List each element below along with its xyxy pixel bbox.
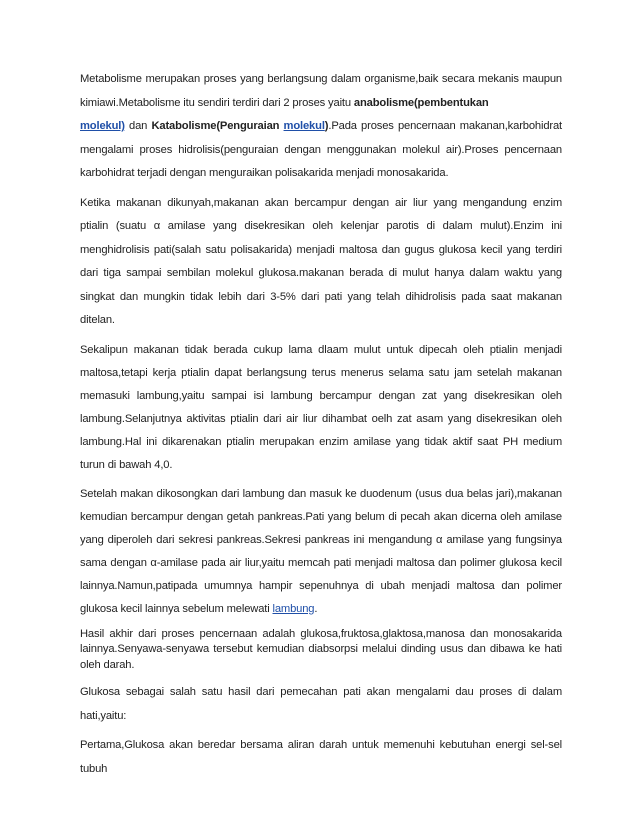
paragraph-3: Sekalipun makanan tidak berada cukup lama dlaam mulut untuk dipecah oleh ptialin menjadi maltosa,tetapi kerja ptialin dapat berlangsung terus menerus selama satu jam setelah makanan memasuki lambung,yaitu sampai isi lambung bercampur dengan zat yang disekresikan oleh lambung.Selanjutnya aktivitas ptialin dari air liur dihambat oelh zat asam yang disekresikan oleh lambung.Hal ini dikarenakan ptialin merupakan enzim amilase yang tidak aktif saat PH medium turun di bawah 4,0. [80, 343, 562, 471]
paragraph-4 [80, 483, 562, 621]
paragraph-7: Pertama,Glukosa akan beredar bersama aliran darah untuk memenuhi kebutuhan energi sel-sel tubuh [80, 739, 562, 775]
link-molekul-2[interactable]: molekul [283, 120, 325, 132]
link-lambung[interactable]: lambung [272, 602, 315, 615]
term-anabolisme: anabolisme(pembentukan [353, 96, 489, 109]
paragraph-1-text-b: dan [124, 120, 152, 132]
paragraph-6: Glukosa sebagai salah satu hasil dari pemecahan pati akan mengalami dau proses di dalam hati,yaitu: [80, 686, 562, 722]
paragraph-1-text-a: Metabolisme merupakan proses yang berlangsung dalam organisme,baik secara mekanis maupun kimiawi.Metabolisme itu sendiri terdiri dari 2 proses yaitu [80, 73, 562, 109]
link-molekul-1[interactable]: molekul) [80, 120, 125, 132]
paragraph-4-text-a: Setelah makan dikosongkan dari lambung dan masuk ke duodenum (usus dua belas jari),makanan kemudian bercampur dengan getah pankreas.Pati yang belum di pecah akan dicerna oleh amilase yang diperoleh dari sekresi pankreas.Sekresi pankreas ini mengandung α amilase yang fungsinya sama dengan α-amilase pada air liur,yaitu memcah pati menjadi maltosa dan polimer glukosa kecil lainnya.Namun,patipada umumnya hampir sepenuhnya di ubah menjadi maltosa dan polimer glukosa kecil lainnya sebelum melewati [80, 487, 562, 615]
term-katabolisme: Katabolisme(Penguraian [151, 120, 280, 132]
paragraph-2: Ketika makanan dikunyah,makanan akan bercampur dengan air liur yang mengandung enzim ptialin (suatu α amilase yang disekresikan oleh kelenjar parotis di dalam mulut).Enzim ini menghidrolisis pati(salah satu polisakarida) menjadi maltosa dan gugus glukosa kecil yang terdiri dari tiga sampai sembilan molekul glukosa.makanan berada di mulut hanya dalam waktu yang singkat dan mungkin tidak lebih dari 3-5% dari pati yang telah dihidrolisis pada saat makanan ditelan. [80, 196, 562, 326]
document-body [80, 68, 562, 787]
paragraph-4-text-b: . [314, 602, 318, 615]
term-close-paren: ) [324, 120, 329, 132]
paragraph-1 [80, 68, 562, 186]
paragraph-5: Hasil akhir dari proses pencernaan adalah glukosa,fruktosa,glaktosa,manosa dan monosakarida lainnya.Senyawa-senyawa tersebut kemudian diabsorpsi melalui dinding usus dan dibawa ke hati oleh darah. [80, 627, 562, 671]
paragraph-1-text-c: .Pada proses pencernaan makanan,karbohidrat mengalami proses hidrolisis(penguraian dengan menggunakan molekul air).Proses pencernaan karbohidrat terjadi dengan menguraikan polisakarida menjadi monosakarida. [80, 120, 562, 179]
